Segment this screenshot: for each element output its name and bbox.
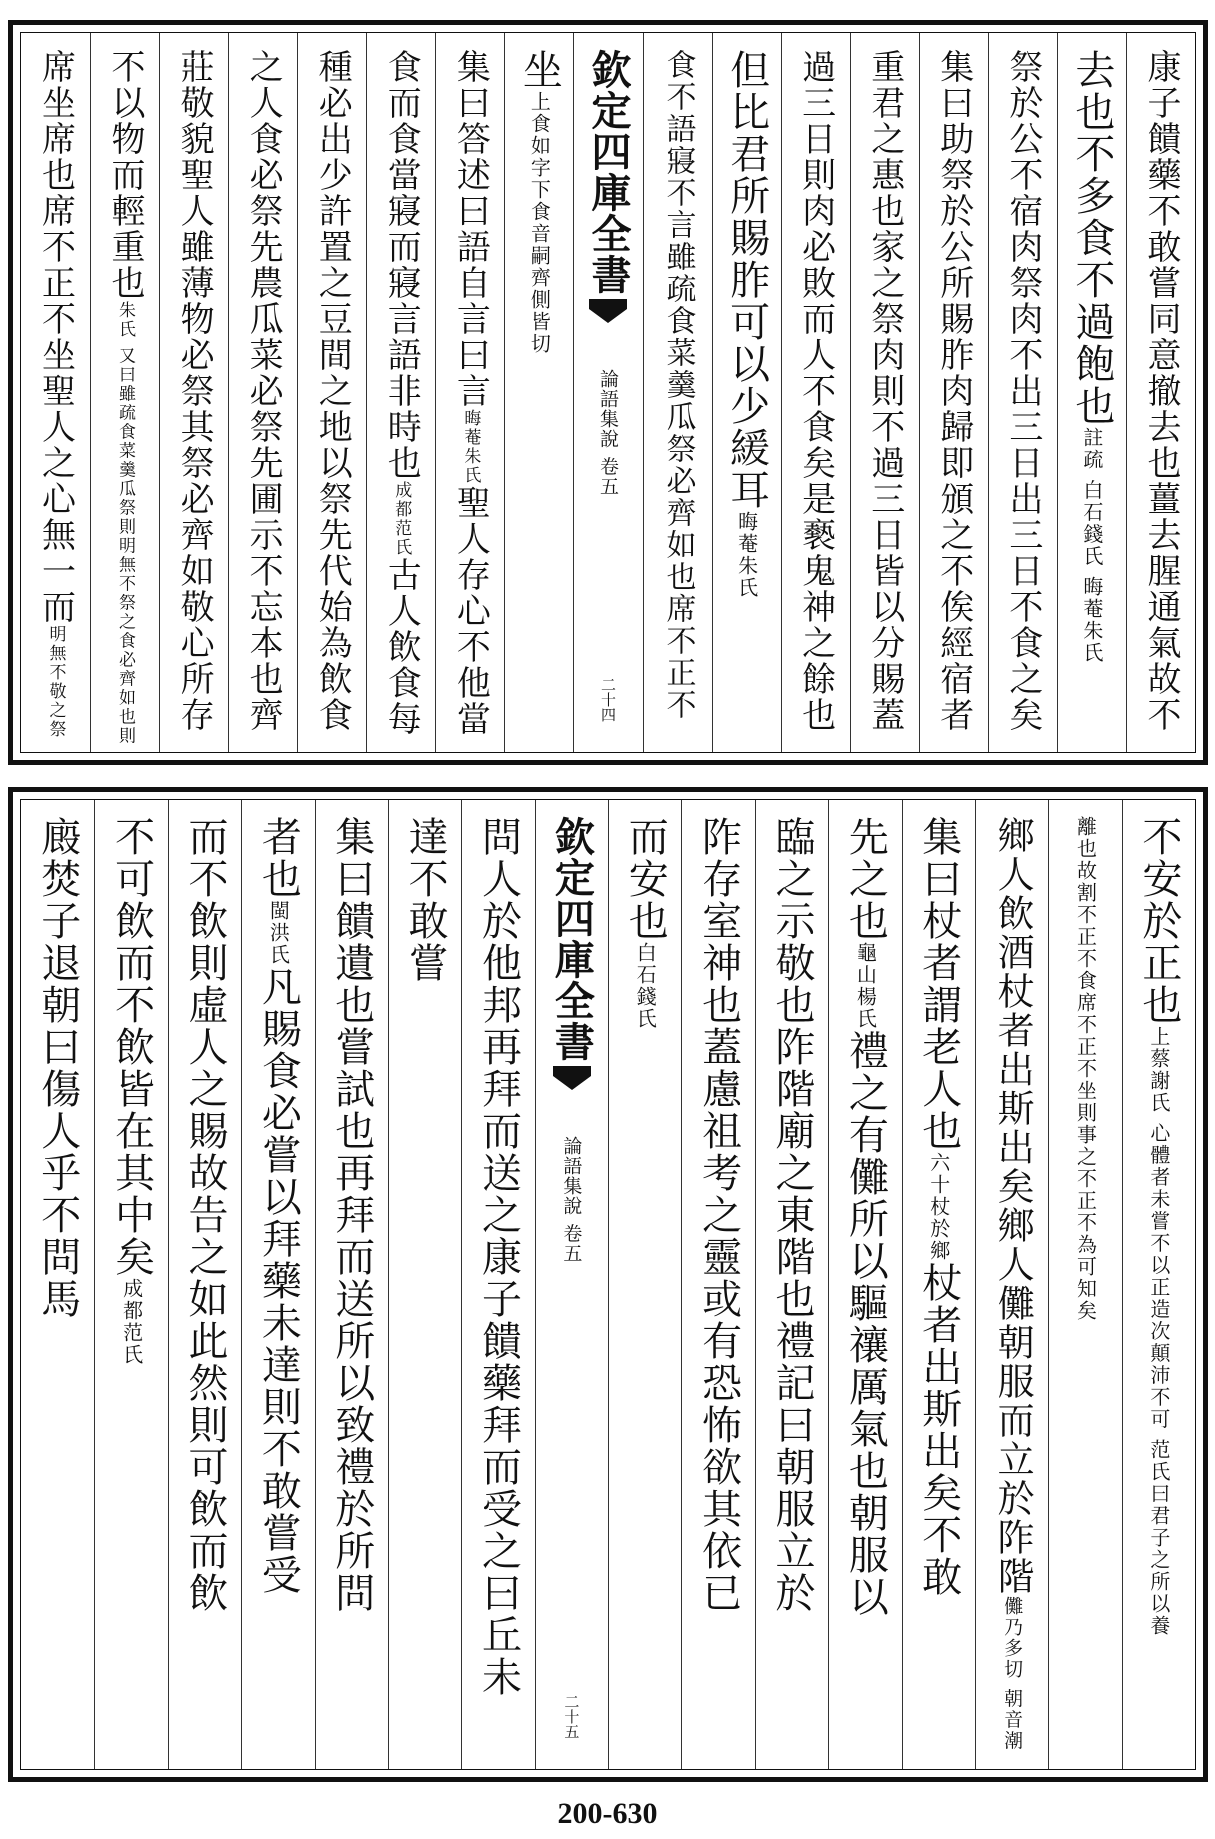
text-column [828, 800, 901, 1769]
column-text: 去也不多食不過飽也註疏 白石錢氏 晦菴朱氏 [1068, 49, 1115, 664]
column-text: 不可飲而不飲皆在其中矣成都范氏 [108, 816, 155, 1366]
column-text: 廄焚子退朝曰傷人乎不問馬 [34, 816, 81, 1320]
text-column [461, 800, 534, 1769]
column-text: 而不飲則虛人之賜故告之如此然則可飲而飲 [181, 816, 228, 1614]
volume-label: 論語集說 卷五 [560, 1136, 583, 1264]
text-column [1126, 33, 1195, 752]
book-title: 欽定四庫全書 [584, 49, 632, 295]
text-column [435, 33, 504, 752]
text-column [781, 33, 850, 752]
fish-tail-mark-icon [553, 1066, 591, 1092]
text-column [94, 800, 167, 1769]
folio-number: 二十五 [562, 1694, 581, 1739]
column-text: 坐上食如字下食音嗣齊側皆切 [516, 49, 563, 355]
column-text: 達不敢嘗 [402, 816, 449, 984]
column-text: 過三日則肉必敗而人不食矣是褻鬼神之餘也 [795, 49, 836, 733]
text-column [1122, 800, 1195, 1769]
column-text: 但比君所賜胙可以少緩耳晦菴朱氏 [723, 49, 770, 599]
book-title: 欽定四庫全書 [548, 816, 596, 1062]
text-column [975, 800, 1048, 1769]
page-2-columns [20, 799, 1196, 1770]
column-text: 莊敬貌聖人雖薄物必祭其祭必齊如敬心所存 [174, 49, 215, 733]
text-column [988, 33, 1057, 752]
text-column [755, 800, 828, 1769]
text-column [297, 33, 366, 752]
text-column [388, 800, 461, 1769]
text-column [1048, 800, 1121, 1769]
text-column [712, 33, 781, 752]
column-text: 食不語寢不言雖疏食菜羹瓜祭必齊如也席不正不 [660, 49, 696, 721]
column-text: 食而食當寢而寢言語非時也成都范氏古人飲食每 [381, 49, 422, 737]
text-column [21, 33, 90, 752]
column-text: 先之也龜山楊氏禮之有儺所以驅禳厲氣也朝服以 [842, 816, 889, 1618]
text-column [608, 800, 681, 1769]
text-column [919, 33, 988, 752]
column-text: 重君之惠也家之祭肉則不過三日皆以分賜蓋 [864, 49, 905, 733]
text-column [315, 800, 388, 1769]
text-column [1057, 33, 1126, 752]
text-column [21, 800, 94, 1769]
column-text: 集曰杖者謂老人也六十杖於鄉杖者出斯出矣不敢 [915, 816, 962, 1598]
folio-number: 二十四 [598, 677, 617, 722]
column-text: 席坐席也席不正不坐聖人之心無一而明無不敬之祭 [35, 49, 76, 739]
column-text: 集曰答述曰語自言曰言晦菴朱氏聖人存心不他當 [450, 49, 491, 737]
fish-tail-mark-icon [589, 299, 627, 325]
center-header-column [573, 33, 642, 752]
column-text: 臨之示敬也阼階廟之東階也禮記曰朝服立於 [768, 816, 815, 1614]
column-text: 種必出少許置之豆間之地以祭先代始為飲食 [312, 49, 353, 733]
column-text: 阼存室神也蓋慮祖考之靈或有恐怖欲其依已 [695, 816, 742, 1614]
text-column [850, 33, 919, 752]
column-text: 離也故割不正不食席不正不坐則事之不正不為可知矣 [1073, 816, 1098, 1322]
column-text: 而安也白石錢氏 [622, 816, 669, 1030]
column-text: 不安於正也上蔡謝氏 心體者未嘗不以正造次顛沛不可 范氏曰君子之所以養 [1135, 816, 1182, 1637]
column-text: 問人於他邦再拜而送之康子饋藥拜而受之曰丘未 [475, 816, 522, 1698]
text-column [504, 33, 573, 752]
page-frame-2 [8, 787, 1208, 1782]
text-column [902, 800, 975, 1769]
text-column [681, 800, 754, 1769]
text-column [228, 33, 297, 752]
column-text: 集曰饋遺也嘗試也再拜而送所以致禮於所問 [328, 816, 375, 1614]
column-text: 集曰助祭於公所賜胙肉歸即頒之不俟經宿者 [933, 49, 974, 733]
column-text: 鄉人飲酒杖者出斯出矣鄉人儺朝服而立於阼階儺乃多切 朝音潮 [991, 816, 1035, 1752]
volume-label: 論語集說 卷五 [596, 369, 619, 497]
column-text: 祭於公不宿肉祭肉不出三日出三日不食之矣 [1002, 49, 1043, 733]
column-text: 康子饋藥不敢嘗同意撤去也薑去腥通氣故不 [1140, 49, 1181, 733]
text-column [241, 800, 314, 1769]
center-header-column [535, 800, 608, 1769]
text-column [366, 33, 435, 752]
column-text: 之人食必祭先農瓜菜必祭先圃示不忘本也齊 [243, 49, 284, 733]
column-text: 者也閩洪氏凡賜食必嘗以拜藥未達則不敢嘗受 [255, 816, 302, 1596]
page-1-columns [20, 32, 1196, 753]
text-column [159, 33, 228, 752]
text-column [90, 33, 159, 752]
text-column [643, 33, 712, 752]
page-footer-number: 200-630 [557, 1797, 658, 1830]
column-text: 不以物而輕重也朱氏 又曰雖疏食菜羹瓜祭則明無不祭之食必齊如也則 [105, 49, 146, 746]
text-column [168, 800, 241, 1769]
page-frame-1 [8, 20, 1208, 765]
